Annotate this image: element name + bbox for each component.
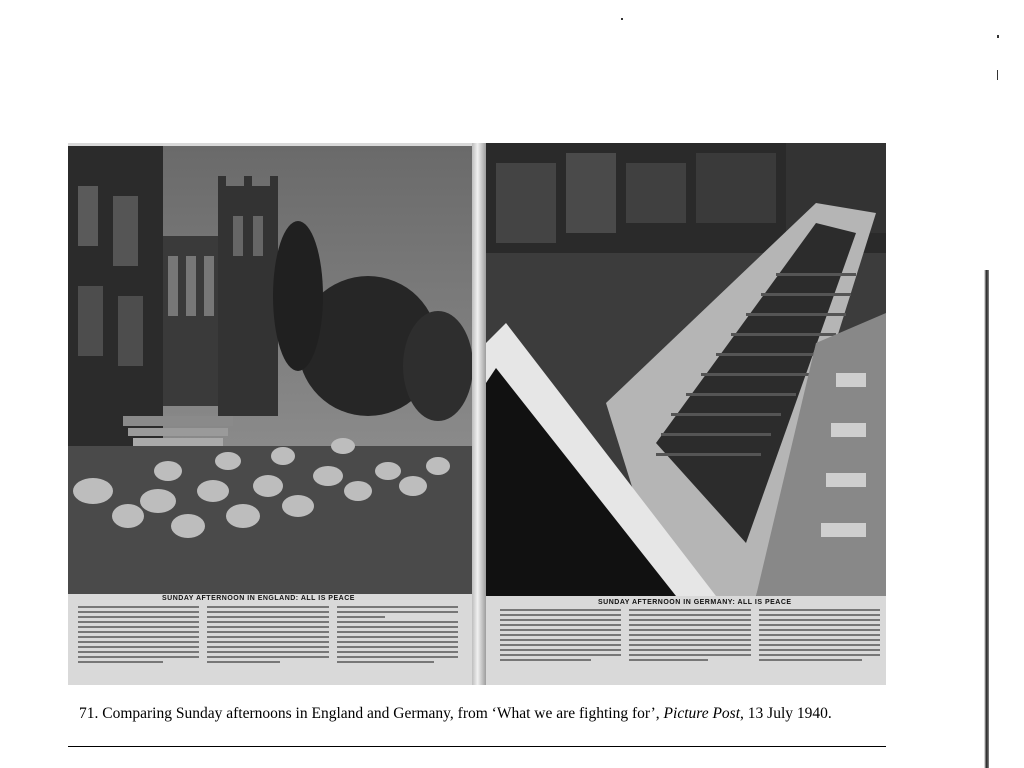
text-column [78,606,199,666]
figure-caption [79,705,832,723]
germany-heading: SUNDAY AFTERNOON IN GERMANY: ALL IS PEACE [598,599,792,606]
caption-prefix: 71. Comparing Sunday afternoons in England and Germany, from ‘What we are fighting for’, [79,705,664,722]
germany-text-columns [500,609,880,664]
bottom-rule [68,746,886,747]
germany-photo-image [486,143,886,596]
england-photo-image [68,146,472,594]
england-heading: SUNDAY AFTERNOON IN ENGLAND: ALL IS PEACE [162,595,355,602]
scan-speck [997,35,999,38]
caption-suffix: , 13 July 1940. [740,705,832,722]
england-text-columns [78,606,458,666]
text-column [207,606,328,666]
scan-edge [984,270,989,768]
text-column [759,609,880,664]
magazine-spread [68,143,886,685]
scan-speck [621,18,623,20]
text-column [337,606,458,666]
text-column [629,609,750,664]
caption-publication: Picture Post [663,705,741,722]
text-column [500,609,621,664]
spread-gutter [472,143,486,685]
scan-speck [997,70,998,80]
england-photo [68,146,472,594]
germany-photo [486,143,886,596]
